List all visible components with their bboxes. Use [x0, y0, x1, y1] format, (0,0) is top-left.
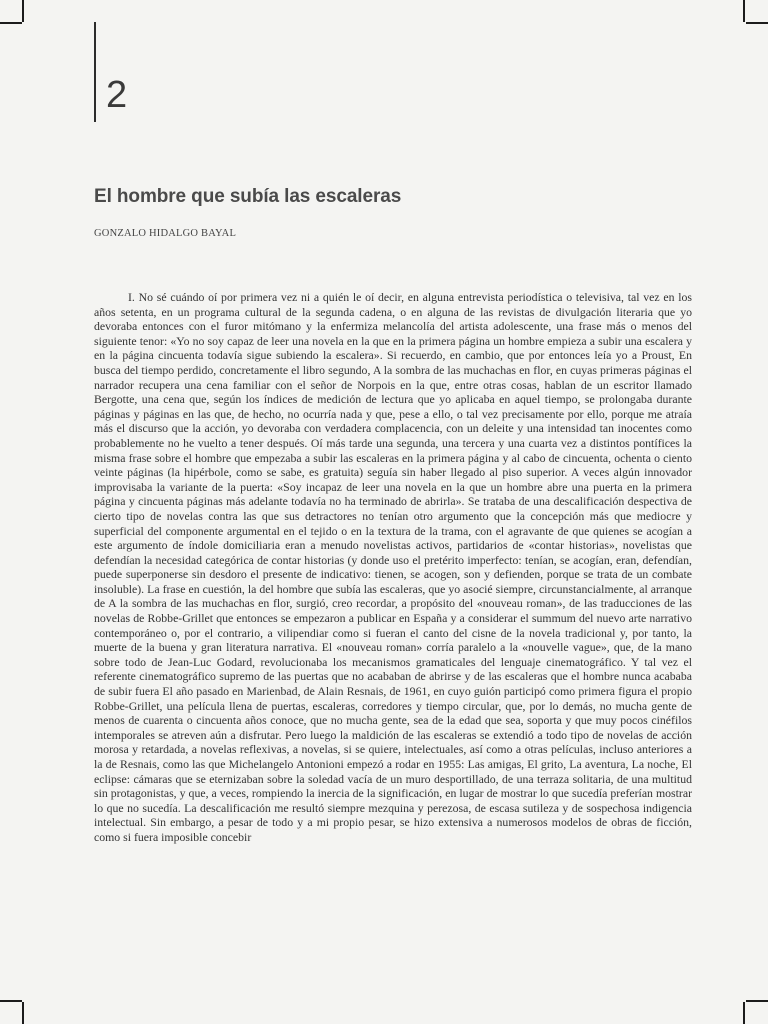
section-label: I. — [128, 290, 135, 304]
article-title: El hombre que subía las escaleras — [94, 186, 402, 207]
crop-mark-bottom-right-horizontal — [746, 1000, 768, 1002]
crop-mark-bottom-left-vertical — [22, 1002, 24, 1024]
crop-mark-bottom-right-vertical — [743, 1002, 745, 1024]
article-body — [94, 290, 692, 845]
crop-mark-top-left-vertical — [22, 0, 24, 22]
crop-mark-bottom-left-horizontal — [0, 1000, 22, 1002]
chapter-number: 2 — [106, 74, 128, 116]
crop-mark-top-left-horizontal — [0, 22, 22, 24]
article-author: GONZALO HIDALGO BAYAL — [94, 228, 237, 239]
crop-mark-top-right-vertical — [743, 0, 745, 22]
body-paragraph: No sé cuándo oí por primera vez ni a quién le oí decir, en alguna entrevista periodística o televisiva, tal vez en los años setenta, en un programa cultural de la segunda cadena, o en alguna de las revistas de divulgación literaria que yo devoraba entonces con el furor mitómano y la enfermiza melancolía del artista adolescente, una frase más o menos del siguiente tenor: «Yo no soy capaz de leer una novela en la que en la primera página un hombre empieza a subir una escalera y en la página cincuenta todavía sigue subiendo la escalera». Si recuerdo, en cambio, que por entonces leía yo a Proust, En busca del tiempo perdido, concretamente el libro segundo, A la sombra de las muchachas en flor, en cuyas primeras páginas el narrador recupera una cena familiar con el señor de Norpois en la que, entre otras cosas, hablan de un escritor llamado Bergotte, una cena que, según los índices de medición de lectura que yo aplicaba en aquel tiempo, se prolongaba durante páginas y páginas en las que, de hecho, no ocurría nada y que, pese a ello, o tal vez precisamente por ello, porque me atraía más el discurso que la acción, yo devoraba con verdadera complacencia, con un deleite y una intensidad tan inocentes como probablemente no he vuelto a tener después. Oí más tarde una segunda, una tercera y una cuarta vez a distintos pontífices la misma frase sobre el hombre que empezaba a subir las escaleras en la primera página y al cabo de cincuenta, ochenta o ciento veinte páginas (la hipérbole, como se sabe, es gratuita) seguía sin haber llegado al piso superior. A veces algún innovador improvisaba la variante de la puerta: «Soy incapaz de leer una novela en la que un hombre abre una puerta en la primera página y cincuenta páginas más adelante todavía no ha terminado de abrirla». Se trataba de una descalificación despectiva de cierto tipo de novelas contra las que sus detractores no tenían otro argumento que la concepción más que mediocre y superficial del componente argumental en el tejido o en la textura de la trama, con el agravante de que quienes se acogían a este argumento de índole domiciliaria eran a menudo novelistas activos, partidarios de «contar historias», novelistas que defendían la necesidad categórica de contar historias (y donde uso el pretérito imperfecto: tenían, se acogían, eran, defendían, puede superponerse sin desdoro el presente de indicativo: tienen, se acogen, son y defienden, porque se trata de un combate insoluble). La frase en cuestión, la del hombre que subía las escaleras, que yo asocié siempre, circunstancialmente, al arranque de A la sombra de las muchachas en flor, surgió, creo recordar, a propósito del «nouveau roman», de las traducciones de las novelas de Robbe-Grillet que entonces se empezaron a publicar en España y a considerar el summum del nuevo arte narrativo contemporáneo o, por el contrario, a vilipendiar como si fueran el canto del cisne de la novela tradicional y, por tanto, la muerte de la buena y gran literatura narrativa. El «nouveau roman» corría paralelo a la «nouvelle vague», que, de la mano sobre todo de Jean-Luc Godard, revolucionaba los mecanismos gramaticales del lenguaje cinematográfico. Y tal vez el referente cinematográfico supremo de las puertas que no acababan de abrirse y de las escaleras que el hombre nunca acababa de subir fuera El año pasado en Marienbad, de Alain Resnais, de 1961, en cuyo guión participó como primera figura el propio Robbe-Grillet, una película llena de puertas, escaleras, corredores y tiempo circular, que, por lo demás, no mucha gente de menos de cuarenta o cincuenta años conoce, que no mucha gente, sea de la edad que sea, soporta y que muy pocos cinéfilos intemporales se atreven aún a disfrutar. Pero luego la maldición de las escaleras se extendió a todo tipo de novelas de acción morosa y retardada, a novelas reflexivas, a novelas, si se quiere, intelectuales, así como a otras películas, incluso anteriores a la de Resnais, como las que Michelangelo Antonioni empezó a rodar en 1955: Las amigas, El grito, La aventura, La noche, El eclipse: cámaras que se eternizaban sobre la soledad vacía de un muro desportillado, de una terraza solitaria, de una multitud sin protagonistas, y que, a veces, rompiendo la inercia de la significación, en lugar de mostrar lo que sucedía preferían mostrar lo que no sucedía. La descalificación me resultó siempre mezquina y perezosa, de escasa sutileza y de sospechosa indigencia intelectual. Sin embargo, a pesar de todo y a mi propio pesar, se hizo extensiva a numerosos modelos de obras de ficción, como si fuera imposible concebir — [94, 290, 692, 844]
chapter-rule — [94, 22, 96, 122]
crop-mark-top-right-horizontal — [746, 22, 768, 24]
